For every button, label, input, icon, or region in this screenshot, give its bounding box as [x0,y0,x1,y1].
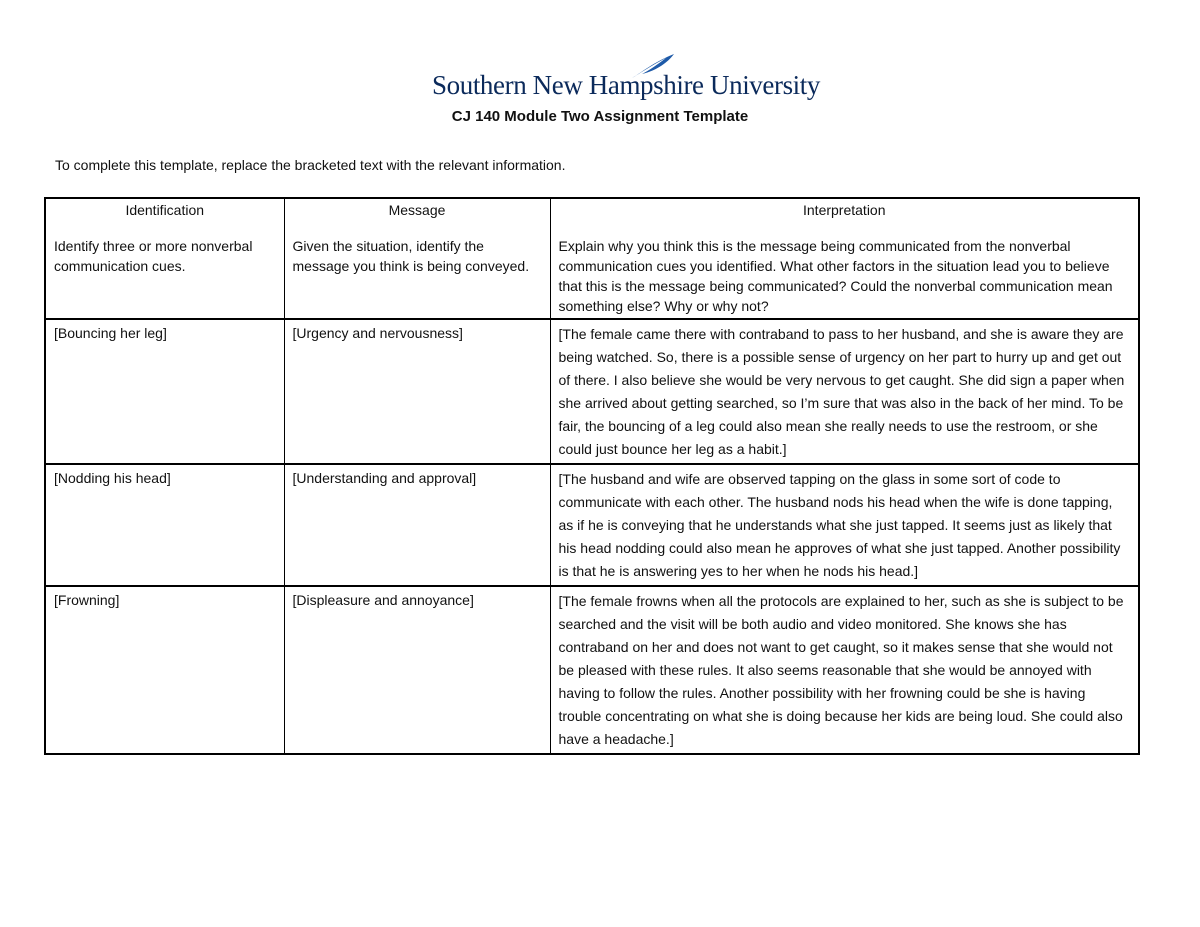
interpretation-cell [550,586,1139,754]
interpretation-text: [The female came there with contraband to pass to her husband, and she is aware they are being watched. So, there is a possible sense of urgency on her part to hurry up and get out of there. I also believe she would be very nervous to get caught. She did sign a paper when she arrived about getting searched, so I’m sure that was also in the back of her mind. To be fair, the bouncing of a leg could also mean she really needs to use the restroom, or she could just bounce her leg as a habit.] [558,326,1125,457]
identification-text: [Nodding his head] [54,470,171,486]
document-title: CJ 140 Module Two Assignment Template [451,108,749,125]
identification-text: [Frowning] [54,592,120,608]
column-description: Given the situation, identify the message you think is being conveyed. [292,238,530,274]
interpretation-cell [550,319,1139,464]
assignment-table [44,197,1140,755]
message-text: [Displeasure and annoyance] [292,592,474,608]
message-text: [Understanding and approval] [292,470,477,486]
message-cell [284,464,550,586]
interpretation-text: [The husband and wife are observed tapping on the glass in some sort of code to communicate with each other. The husband nods his head when the wife is done tapping, as if he is conveying that he understands what she just tapped. It seems just as likely that his head nodding could also mean he approves of what she just tapped. Another possibility is that he is answering yes to her when he nods his head.] [558,471,1121,579]
identification-cell [45,319,284,464]
header-cell-interpretation [550,198,1139,319]
header-cell-message [284,198,550,319]
logo-wordmark: Southern New Hampshire University [432,70,820,100]
table-row [45,586,1139,754]
interpretation-cell [550,464,1139,586]
column-heading: Interpretation [803,202,886,218]
interpretation-text: [The female frowns when all the protocols are explained to her, such as she is subject to be searched and the visit will be both audio and video monitored. She knows she has contraband on her and does not want to get caught, so it makes sense that she would not be pleased with these rules. It also seems reasonable that she would be annoyed with having to follow the rules. Another possibility with her frowning could be she is having trouble concentrating on what she is doing because her kids are being loud. She could also have a headache.] [558,593,1124,747]
identification-cell [45,586,284,754]
identification-text: [Bouncing her leg] [54,325,167,341]
column-heading: Identification [125,202,205,218]
table-header-row [45,198,1139,319]
identification-cell [45,464,284,586]
instruction-text: To complete this template, replace the bracketed text with the relevant information. [55,157,566,173]
column-description: Explain why you think this is the message being communicated from the nonverbal communication cues you identified. What other factors in the situation lead you to believe that this is the message being communicated? Could the nonverbal communication mean something else? Why or why not? [558,238,1113,314]
column-heading: Message [388,202,446,218]
message-cell [284,319,550,464]
column-description: Identify three or more nonverbal communication cues. [54,238,253,274]
table-row [45,464,1139,586]
message-cell [284,586,550,754]
table-row [45,319,1139,464]
university-logo [432,52,820,104]
header-cell-identification [45,198,284,319]
message-text: [Urgency and nervousness] [292,325,463,341]
